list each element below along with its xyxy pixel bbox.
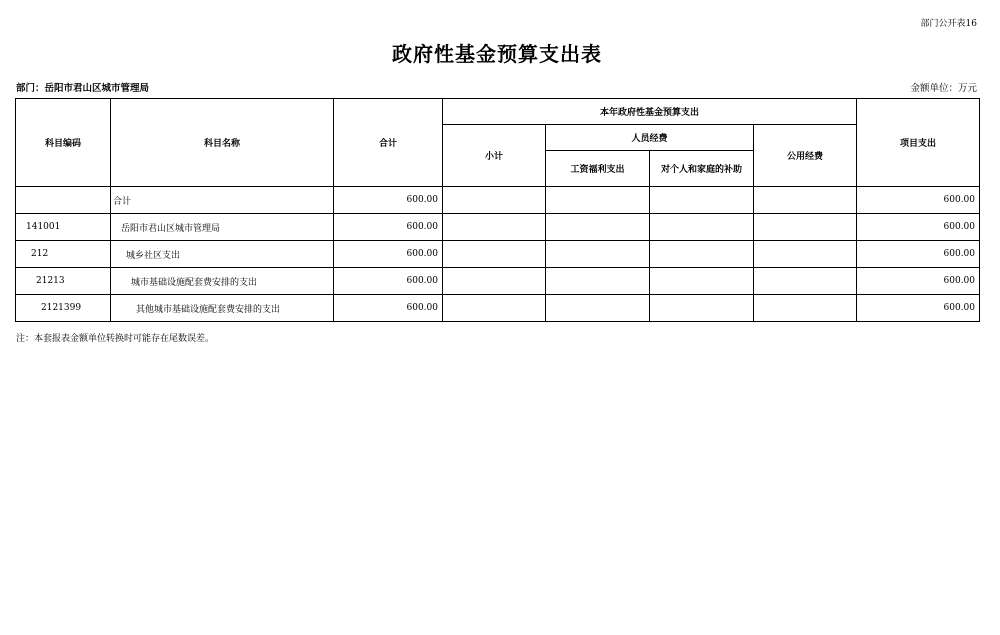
amount-unit-label: 金额单位：万元 [910,83,977,94]
col-header-name: 科目名称 [111,99,334,187]
cell-public [754,187,857,214]
cell-public [754,295,857,322]
cell-public [754,268,857,295]
cell-total: 600.00 [334,241,443,268]
cell-subtotal [443,187,546,214]
cell-code: 21213 [16,268,111,295]
cell-subsidies [650,295,754,322]
cell-code: 2121399 [16,295,111,322]
cell-name: 城乡社区支出 [111,241,334,268]
cell-name: 其他城市基础设施配套费安排的支出 [111,295,334,322]
cell-total: 600.00 [334,268,443,295]
table-number: 部门公开表16 [920,19,977,29]
col-header-personnel: 人员经费 [546,125,754,151]
cell-project: 600.00 [857,214,980,241]
cell-subtotal [443,295,546,322]
cell-name: 岳阳市君山区城市管理局 [111,214,334,241]
cell-project: 600.00 [857,268,980,295]
cell-subsidies [650,187,754,214]
table-row [16,241,980,268]
cell-subtotal [443,241,546,268]
cell-total: 600.00 [334,214,443,241]
cell-name: 合计 [111,187,334,214]
cell-public [754,241,857,268]
table-row [16,214,980,241]
cell-subsidies [650,268,754,295]
page-title: 政府性基金预算支出表 [392,42,602,66]
budget-table [15,98,980,322]
department-label: 部门：岳阳市君山区城市管理局 [16,83,150,94]
cell-subtotal [443,268,546,295]
cell-wages [546,268,650,295]
cell-code [16,187,111,214]
col-header-wages: 工资福利支出 [546,151,650,187]
cell-total: 600.00 [334,295,443,322]
col-header-public: 公用经费 [754,125,857,187]
cell-wages [546,241,650,268]
table-row-total [16,187,980,214]
cell-public [754,214,857,241]
col-header-subtotal: 小计 [443,125,546,187]
cell-project: 600.00 [857,295,980,322]
cell-wages [546,295,650,322]
col-header-total: 合计 [334,99,443,187]
table-row [16,295,980,322]
cell-project: 600.00 [857,187,980,214]
cell-total: 600.00 [334,187,443,214]
cell-subtotal [443,214,546,241]
table-row [16,268,980,295]
cell-name: 城市基础设施配套费安排的支出 [111,268,334,295]
cell-subsidies [650,214,754,241]
cell-code: 141001 [16,214,111,241]
cell-wages [546,214,650,241]
footnote: 注：本套报表金额单位转换时可能存在尾数误差。 [16,334,215,344]
cell-subsidies [650,241,754,268]
cell-project: 600.00 [857,241,980,268]
col-header-code: 科目编码 [16,99,111,187]
col-header-subsidies: 对个人和家庭的补助 [650,151,754,187]
cell-code: 212 [16,241,111,268]
cell-wages [546,187,650,214]
col-header-group: 本年政府性基金预算支出 [443,99,857,125]
col-header-project: 项目支出 [857,99,980,187]
